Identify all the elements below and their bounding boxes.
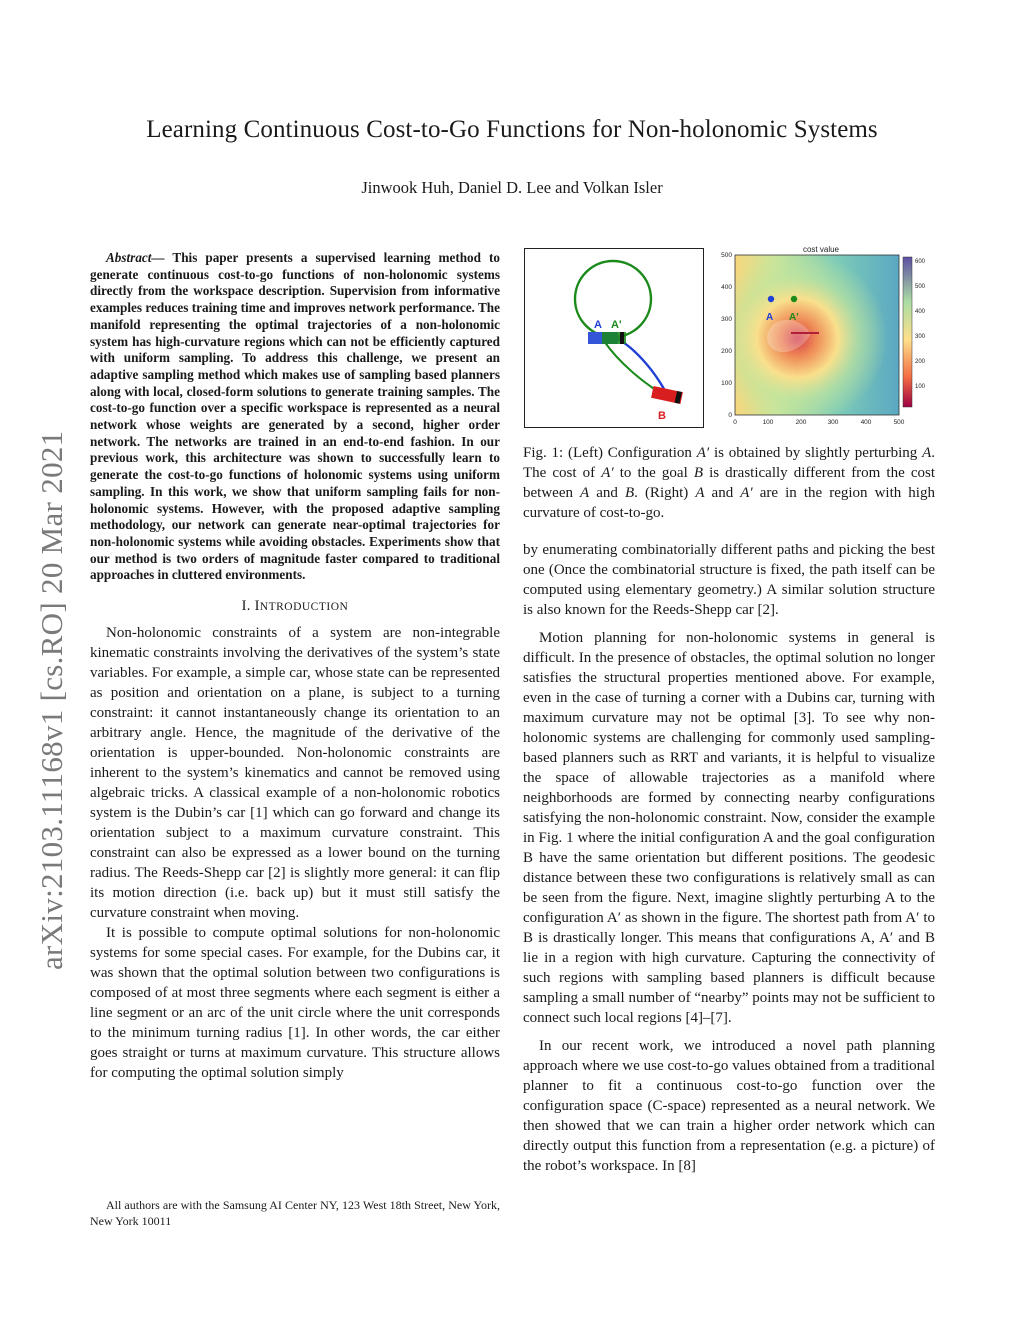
x-tick: 100 bbox=[762, 419, 774, 426]
figure-right-cost-map bbox=[713, 245, 935, 435]
footnote: All authors are with the Samsung AI Center NY, 123 West 18th Street, New York, New York 10011 bbox=[90, 1198, 500, 1228]
x-tick: 0 bbox=[733, 419, 737, 426]
x-tick: 400 bbox=[860, 419, 872, 426]
paper-title: Learning Continuous Cost-to-Go Functions for Non-holonomic Systems bbox=[146, 116, 878, 143]
y-tick: 300 bbox=[721, 316, 732, 323]
intro-paragraph-2: It is possible to compute optimal solutions for non-holonomic systems for some special cases. For example, for the Dubins car, it was shown that the optimal solution between two configurations is composed of at most three segments where each segment is either a line segment or an arc of the unit circle where the unit corresponds to the minimum turning radius [1]. In other words, the car either goes straight or turns at maximum curvature. This structure allows for computing the optimal solution simply bbox=[90, 925, 500, 1082]
cbar-tick: 500 bbox=[915, 284, 926, 290]
paper-authors: Jinwook Huh, Daniel D. Lee and Volkan Isler bbox=[361, 178, 663, 197]
y-tick: 500 bbox=[721, 252, 732, 259]
right-paragraph-2: Motion planning for non-holonomic systems in general is difficult. In the presence of obstacles, the optimal solution no longer satisfies the structural properties mentioned above. For example, even in the case of turning a corner with a Dubins car, turning with maximum curvature may not be optimal [3]. To see why non-holonomic systems are challenging for commonly used sampling-based planners such as RRT and variants, it is helpful to visualize the space of allowable trajectories as a manifold where neighborhoods are formed by connecting nearby configurations satisfying the non-holonomic constraint. Now, consider the example in Fig. 1 where the initial configuration A and the goal configuration B have the same orientation but different positions. The geodesic distance between these two configurations is relatively small as can be seen from the figure. Next, imagine slightly perturbing A to the configuration A′ as shown in the figure. The shortest path from A′ to B is drastically longer. This means that configurations A, A′ and B lie in a region with high curvature. Capturing the connectivity of such regions with sampling based planners is difficult because sampling a small number of “nearby” points may not be sufficient to connect such local regions [4]–[7]. bbox=[523, 630, 935, 1026]
right-column bbox=[523, 540, 935, 1184]
car-front-marker bbox=[620, 332, 624, 344]
section-title: NTRODUCTION bbox=[259, 601, 349, 614]
cbar-tick: 400 bbox=[915, 309, 926, 315]
y-tick: 0 bbox=[728, 412, 732, 419]
cost-map-gradient bbox=[735, 255, 899, 415]
y-tick: 100 bbox=[721, 380, 732, 387]
section-heading-introduction bbox=[90, 598, 500, 615]
label-b: B bbox=[658, 410, 666, 422]
x-axis-ticks bbox=[733, 419, 905, 426]
figure-1 bbox=[523, 245, 935, 435]
cbar-tick: 300 bbox=[915, 334, 926, 340]
label-a-prime: A' bbox=[611, 319, 622, 331]
abstract-label: Abstract— bbox=[106, 250, 165, 265]
x-tick: 200 bbox=[795, 419, 807, 426]
abstract-text: This paper presents a supervised learning method to generate continuous cost-to-go functions of non-holonomic systems directly from the workspace description. Supervision from informative examples reduces training time and improves network performance. The manifold representing the optimal trajectories of a non-holonomic system has high-curvature regions which can not be efficiently captured with uniform sampling. To address this challenge, we present an adaptive sampling method which makes use of sampling based planners along with local, closed-form solutions to generate training samples. The cost-to-go function over a specific workspace is represented as a neural network whose weights are generated by a second, higher order network. The networks are trained in an end-to-end fashion. In our previous work, this architecture was shown to successfully learn to generate the cost-to-go functions of holonomic systems using uniform sampling. In this work, we show that uniform sampling fails for non-holonomic systems. However, with the proposed adaptive sampling methodology, our network can generate near-optimal trajectories for non-holonomic systems while avoiding obstacles. Experiments show that our method is two orders of magnitude faster compared to traditional approaches in cluttered environments. bbox=[90, 250, 500, 583]
cbar-tick: 100 bbox=[915, 384, 926, 390]
cbar-tick: 600 bbox=[915, 259, 926, 265]
map-label-a: A bbox=[766, 312, 774, 323]
arxiv-watermark: arXiv:2103.11168v1 [cs.RO] 20 Mar 2021 bbox=[34, 430, 69, 970]
y-tick: 400 bbox=[721, 284, 732, 291]
abstract bbox=[90, 250, 500, 584]
left-column bbox=[90, 250, 500, 1083]
figure-left-configuration bbox=[524, 248, 704, 428]
x-tick: 300 bbox=[827, 419, 839, 426]
colorbar bbox=[903, 257, 912, 407]
cbar-tick: 200 bbox=[915, 359, 926, 365]
label-a: A bbox=[594, 319, 602, 331]
map-label-a-prime: A' bbox=[789, 312, 799, 323]
figure-1-caption: Fig. 1: (Left) Configuration A′ is obtained by slightly perturbing A. The cost of A′ to the goal B is drastically different from the cost between A and B. (Right) A and A′ are in the region with high curvature of cost-to-go. bbox=[523, 445, 935, 521]
colorbar-ticks bbox=[915, 259, 926, 390]
section-number: I. I bbox=[241, 598, 260, 615]
point-a-prime bbox=[791, 296, 797, 302]
intro-paragraph-1: Non-holonomic constraints of a system are non-integrable kinematic constraints involving the derivatives of the system’s state variables. For example, a simple car, whose state can be represented as position and orientation on a plane, is subject to a turning constraint: it cannot instantaneously change its orientation to an arbitrary angle. Hence, the magnitude of the derivative of the orientation is upper-bounded. Non-holonomic constraints are inherent to the system’s kinematics and cannot be removed using algebraic tricks. A classical example of a non-holonomic robotics system is the Dubin’s car [1] which can go forward and change its orientation subject to a maximum curvature constraint. This constraint can also be expressed as a lower bound on the turning radius. The Reeds-Shepp car [2] is slightly more general: it can flip its motion direction (i.e. back up) but it must still satisfy the curvature constraint when moving. bbox=[90, 625, 500, 922]
right-paragraph-1: by enumerating combinatorially different paths and picking the best one (Once the combinatorial structure is fixed, the path itself can be computed using elementary geometry.) A similar solution structure is also known for the Reeds-Shepp car [2]. bbox=[523, 542, 935, 618]
y-axis-ticks bbox=[721, 252, 732, 419]
y-tick: 200 bbox=[721, 348, 732, 355]
right-paragraph-3: In our recent work, we introduced a novel path planning approach where we use cost-to-go values obtained from a traditional planner to fit a continuous cost-to-go function over the configuration space (C-space) represented as a neural network. We then showed that we can train a higher order network which can directly output this function from a representation (e.g. a picture) of the robot’s workspace. In [8] bbox=[523, 1038, 935, 1174]
x-tick: 500 bbox=[893, 419, 905, 426]
cost-map-title: cost value bbox=[802, 245, 840, 254]
point-a bbox=[768, 296, 774, 302]
